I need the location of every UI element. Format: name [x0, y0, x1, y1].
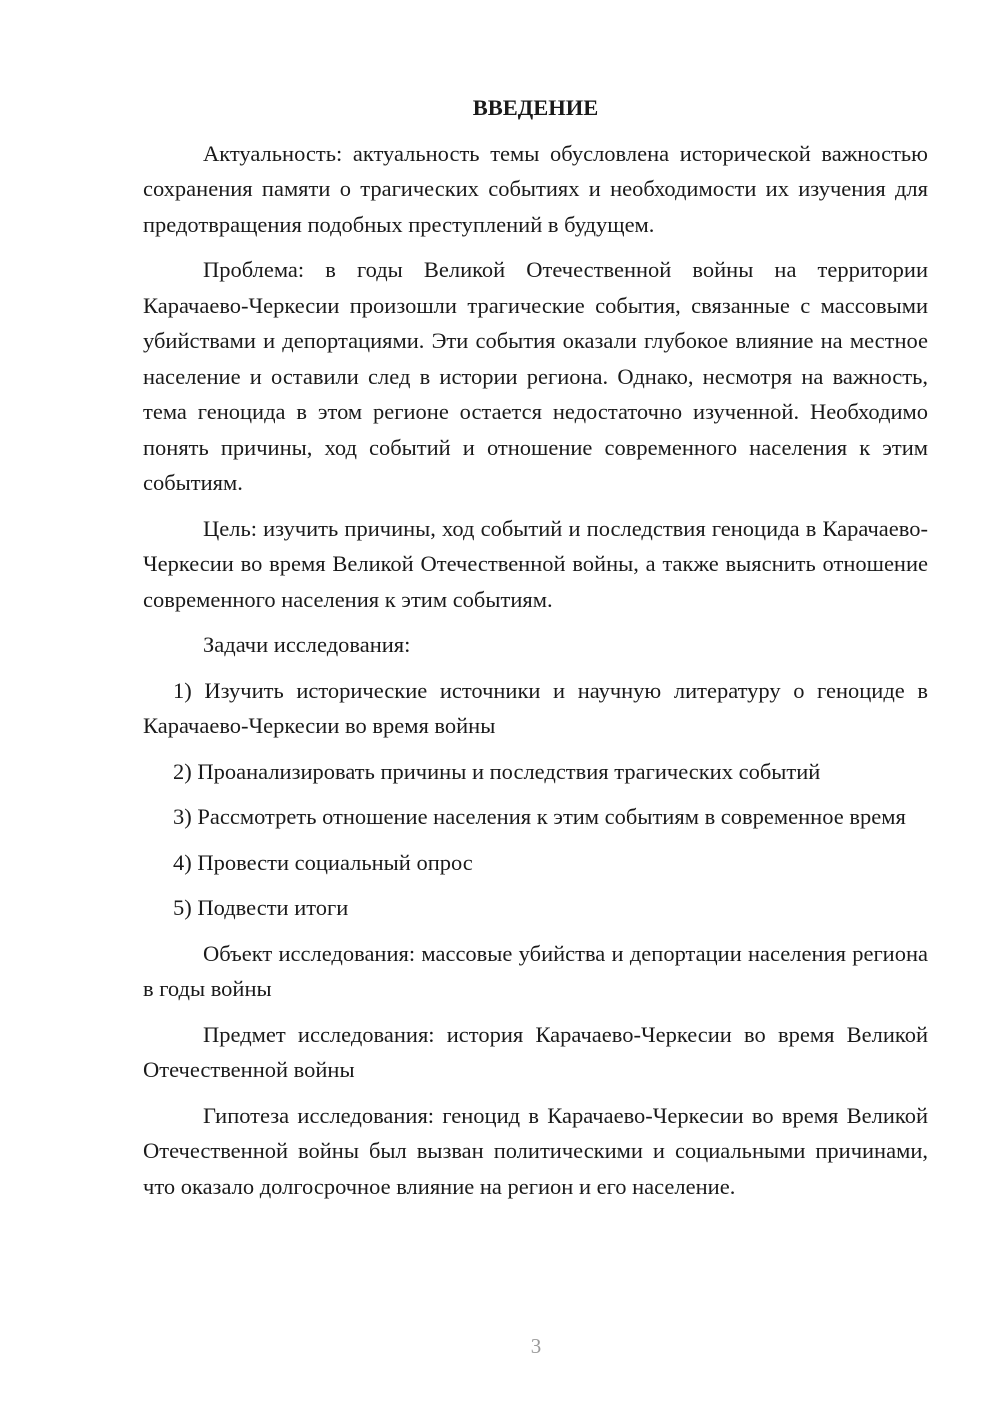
page-title: ВВЕДЕНИЕ: [472, 95, 599, 120]
problem-paragraph: Проблема: в годы Великой Отечественной войны на территории Карачаево-Черкесии произошли трагические события, связанные с массовыми убийствами и депортациями. Эти события оказали глубокое влияние на местное население и оставили след в истории региона. Однако, несмотря на важность, тема геноцида в этом регионе остается недостаточно изученной. Необходимо понять причины, ход событий и отношение современного населения к этим событиям.: [143, 257, 928, 495]
object-paragraph: Объект исследования: массовые убийства и депортации населения региона в годы войны: [143, 940, 928, 1001]
task-item: 5) Подвести итоги: [173, 895, 349, 920]
page-content: [143, 90, 928, 1214]
subject-paragraph: Предмет исследования: история Карачаево-Черкесии во время Великой Отечественной войны: [143, 1021, 928, 1082]
hypothesis-paragraph: Гипотеза исследования: геноцид в Карачаево-Черкесии во время Великой Отечественной войны был вызван политическими и социальными причинами, что оказало долгосрочное влияние на регион и его население.: [143, 1102, 928, 1199]
relevance-paragraph: Актуальность: актуальность темы обусловлена исторической важностью сохранения памяти о трагических событиях и необходимости их изучения для предотвращения подобных преступлений в будущем.: [143, 140, 928, 237]
tasks-heading: Задачи исследования:: [203, 632, 411, 657]
task-item: 3) Рассмотреть отношение населения к этим событиям в современное время: [173, 804, 906, 829]
task-item: 2) Проанализировать причины и последствия трагических событий: [173, 758, 821, 784]
task-item: 1) Изучить исторические источники и научную литературу о геноциде в Карачаево-Черкесии во время войны: [143, 677, 928, 738]
goal-paragraph: Цель: изучить причины, ход событий и последствия геноцида в Карачаево-Черкесии во время Великой Отечественной войны, а также выяснить отношение современного населения к этим событиям.: [143, 515, 928, 612]
page-number: 3: [530, 1334, 542, 1358]
task-item: 4) Провести социальный опрос: [173, 849, 473, 875]
